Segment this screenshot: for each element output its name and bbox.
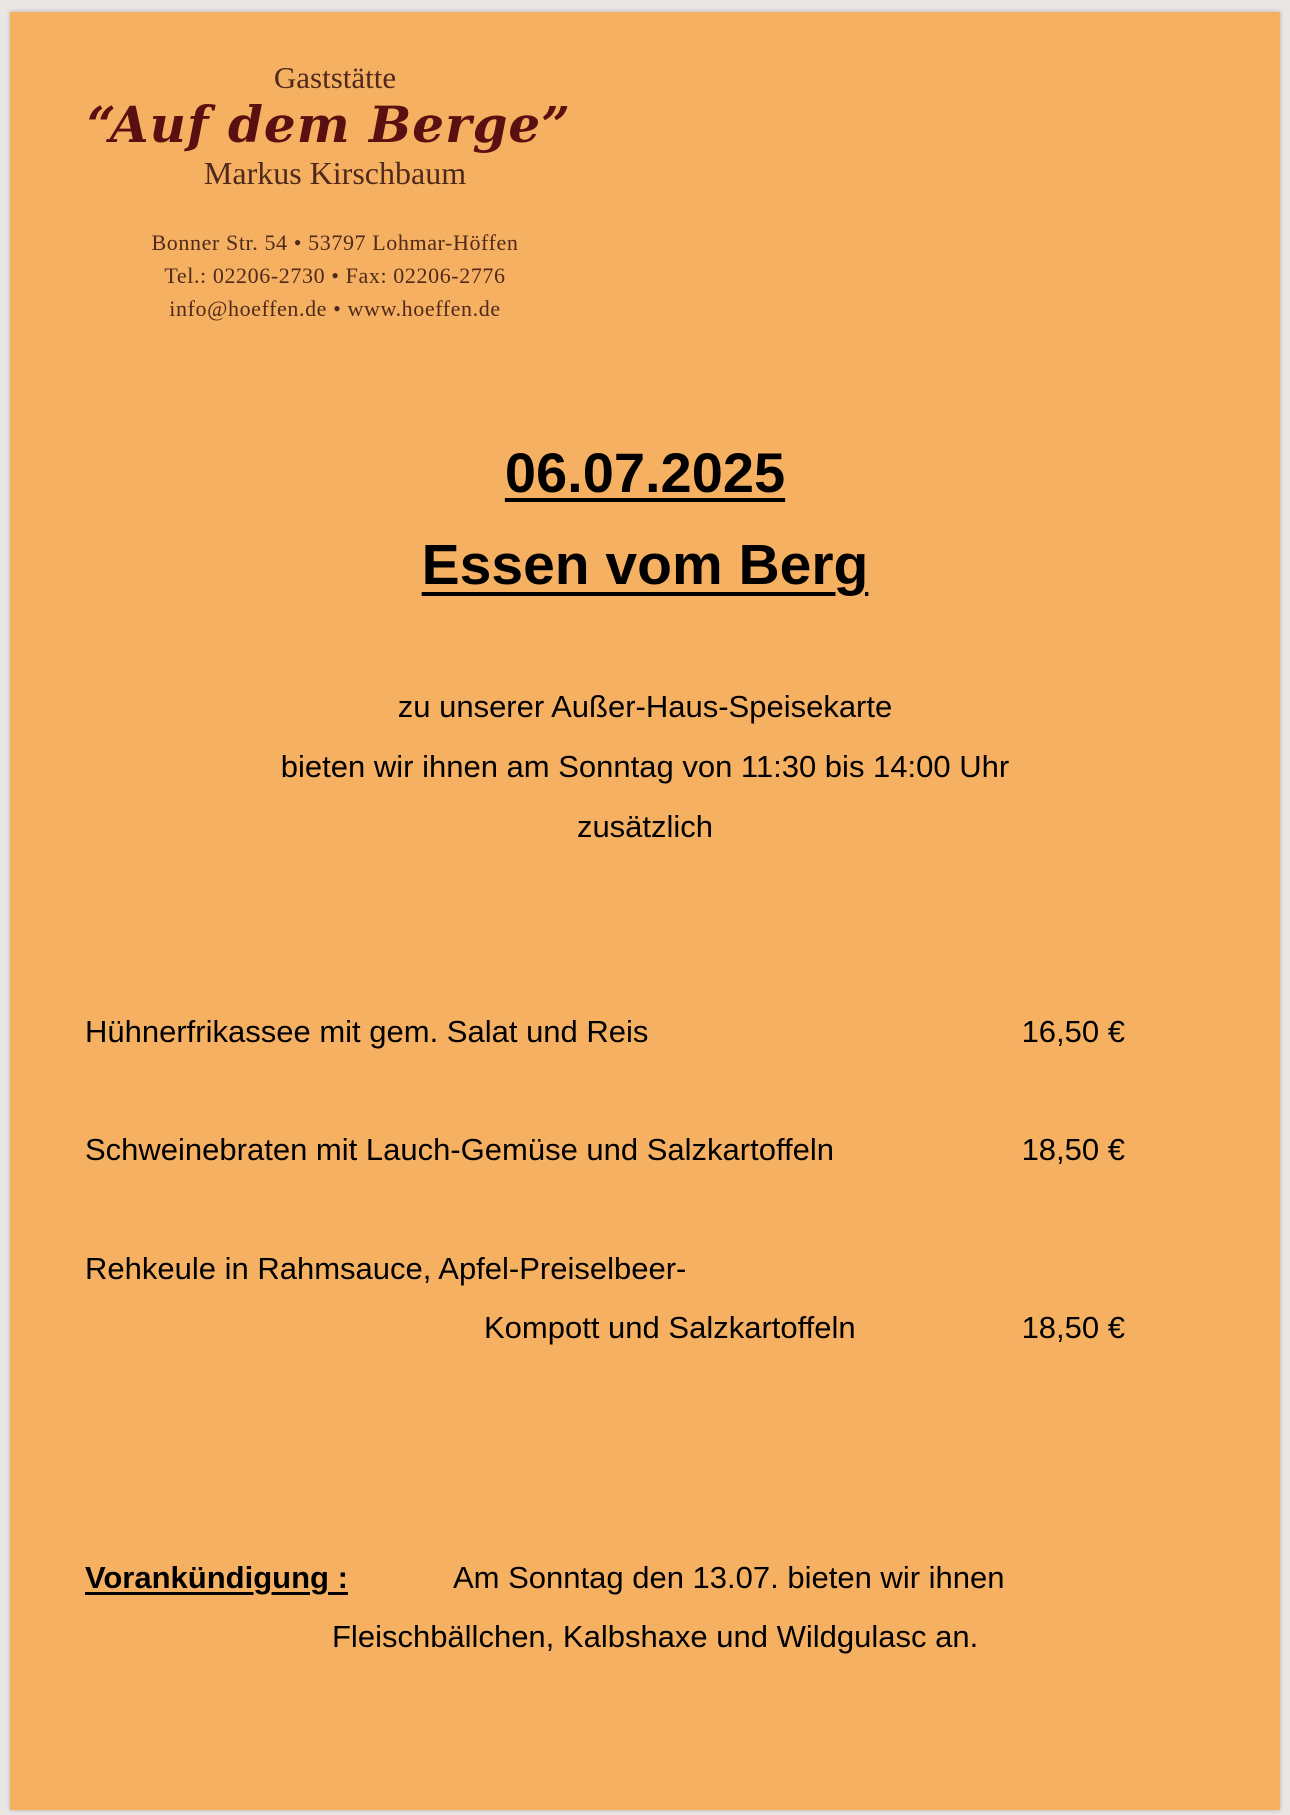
logo-web: info@hoeffen.de • www.hoeffen.de xyxy=(169,296,501,321)
menu-date-text: 06.07.2025 xyxy=(504,441,786,504)
notice-line-2: Fleischbällchen, Kalbshaxe und Wildgulasc an. xyxy=(332,1619,979,1654)
intro-line-2: bieten wir ihnen am Sonntag von 11:30 bis 14:00 Uhr xyxy=(280,749,1010,784)
intro-line-1: zu unserer Außer-Haus-Speisekarte xyxy=(397,689,893,724)
menu-date xyxy=(10,440,1280,505)
dish-price: 16,50 € xyxy=(1021,1014,1125,1049)
menu-title xyxy=(10,532,1280,598)
dish-name: Hühnerfrikassee mit gem. Salat und Reis xyxy=(85,1014,649,1049)
dish-price: 18,50 € xyxy=(1021,1310,1125,1345)
dish-name-continued: Kompott und Salzkartoffeln xyxy=(484,1310,856,1345)
dish-price: 18,50 € xyxy=(1021,1132,1125,1167)
dish-name: Rehkeule in Rahmsauce, Apfel-Preiselbeer- xyxy=(85,1251,687,1286)
notice-line-1: Am Sonntag den 13.07. bieten wir ihnen xyxy=(453,1560,1005,1595)
menu-item xyxy=(85,1014,1125,1054)
restaurant-logo xyxy=(87,60,575,325)
intro-text xyxy=(10,677,1280,857)
intro-line-3: zusätzlich xyxy=(576,809,714,844)
logo-restaurant-name: “Auf dem Berge” xyxy=(87,95,571,154)
logo-phone: Tel.: 02206-2730 • Fax: 02206-2776 xyxy=(164,263,506,288)
logo-top-line: Gaststätte xyxy=(273,60,397,95)
logo-address: Bonner Str. 54 • 53797 Lohmar-Höffen xyxy=(151,230,519,255)
logo-owner: Markus Kirschbaum xyxy=(203,155,467,191)
logo-contact xyxy=(95,226,575,325)
notice-label: Vorankündigung : xyxy=(85,1560,348,1595)
menu-sheet xyxy=(10,12,1280,1810)
menu-title-text: Essen vom Berg xyxy=(421,533,869,597)
dish-name: Schweinebraten mit Lauch-Gemüse und Salzkartoffeln xyxy=(85,1132,835,1167)
menu-item xyxy=(85,1251,1125,1345)
menu-item xyxy=(85,1132,1125,1172)
